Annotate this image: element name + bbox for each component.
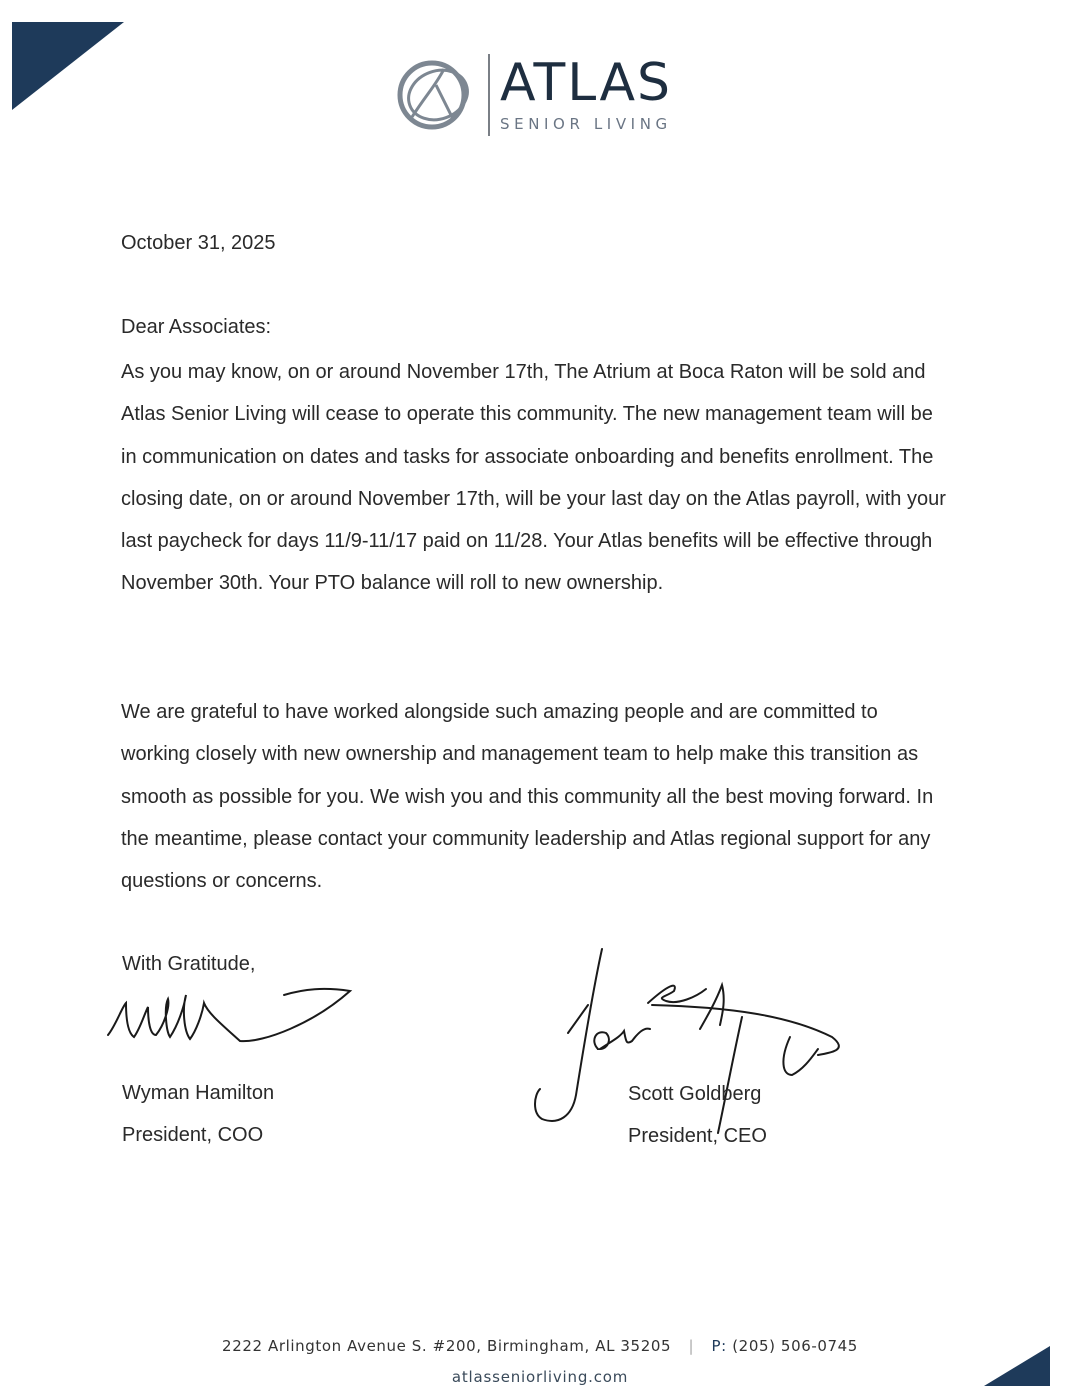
- letterhead-logo: [392, 52, 672, 138]
- atlas-logo-icon: [392, 55, 482, 135]
- salutation: Dear Associates:: [121, 316, 272, 338]
- footer-phone-label: P:: [711, 1337, 727, 1355]
- footer-separator: |: [688, 1337, 695, 1355]
- signer-title: President, COO: [122, 1124, 264, 1146]
- logo-word: ATLAS: [500, 53, 673, 113]
- closing-line: With Gratitude,: [122, 953, 256, 975]
- signature-wyman-hamilton: [104, 985, 354, 1047]
- logo-wordmark: [500, 53, 673, 133]
- footer-address: 2222 Arlington Avenue S. #200, Birmingham, AL 35205: [222, 1337, 672, 1355]
- footer-contact: [0, 1337, 1080, 1355]
- signer-block-right: [628, 1073, 767, 1157]
- signer-name: Scott Goldberg: [628, 1083, 762, 1105]
- signer-name: Wyman Hamilton: [122, 1082, 275, 1104]
- logo-subtitle: SENIOR LIVING: [500, 115, 672, 133]
- footer-phone: (205) 506-0745: [732, 1337, 858, 1355]
- signer-block-left: [122, 1072, 274, 1156]
- footer-website: atlasseniorliving.com: [451, 1368, 629, 1386]
- signer-title: President, CEO: [628, 1125, 767, 1147]
- body-paragraph-2: We are grateful to have worked alongside such amazing people and are committed to working closely with new ownership and management team to help make this transition as smooth as possible for you. We wish you and this community all the best moving forward. In the meantime, please contact your community leadership and Atlas regional support for any questions or concerns.: [121, 701, 934, 893]
- corner-decoration-bottom-right: [984, 1346, 1050, 1386]
- logo-divider: [488, 54, 490, 136]
- body-paragraph-1: As you may know, on or around November 17th, The Atrium at Boca Raton will be sold and Atlas Senior Living will cease to operate this community. The new management team will be in communication on dates and tasks for associate onboarding and benefits enrollment. The closing date, on or around November 17th, will be your last day on the Atlas payroll, with your last paycheck for days 11/9-11/17 paid on 11/28. Your Atlas benefits will be effective through November 30th. Your PTO balance will roll to new ownership.: [121, 361, 946, 595]
- letter-date: October 31, 2025: [121, 232, 276, 254]
- corner-decoration-top-left: [12, 22, 124, 110]
